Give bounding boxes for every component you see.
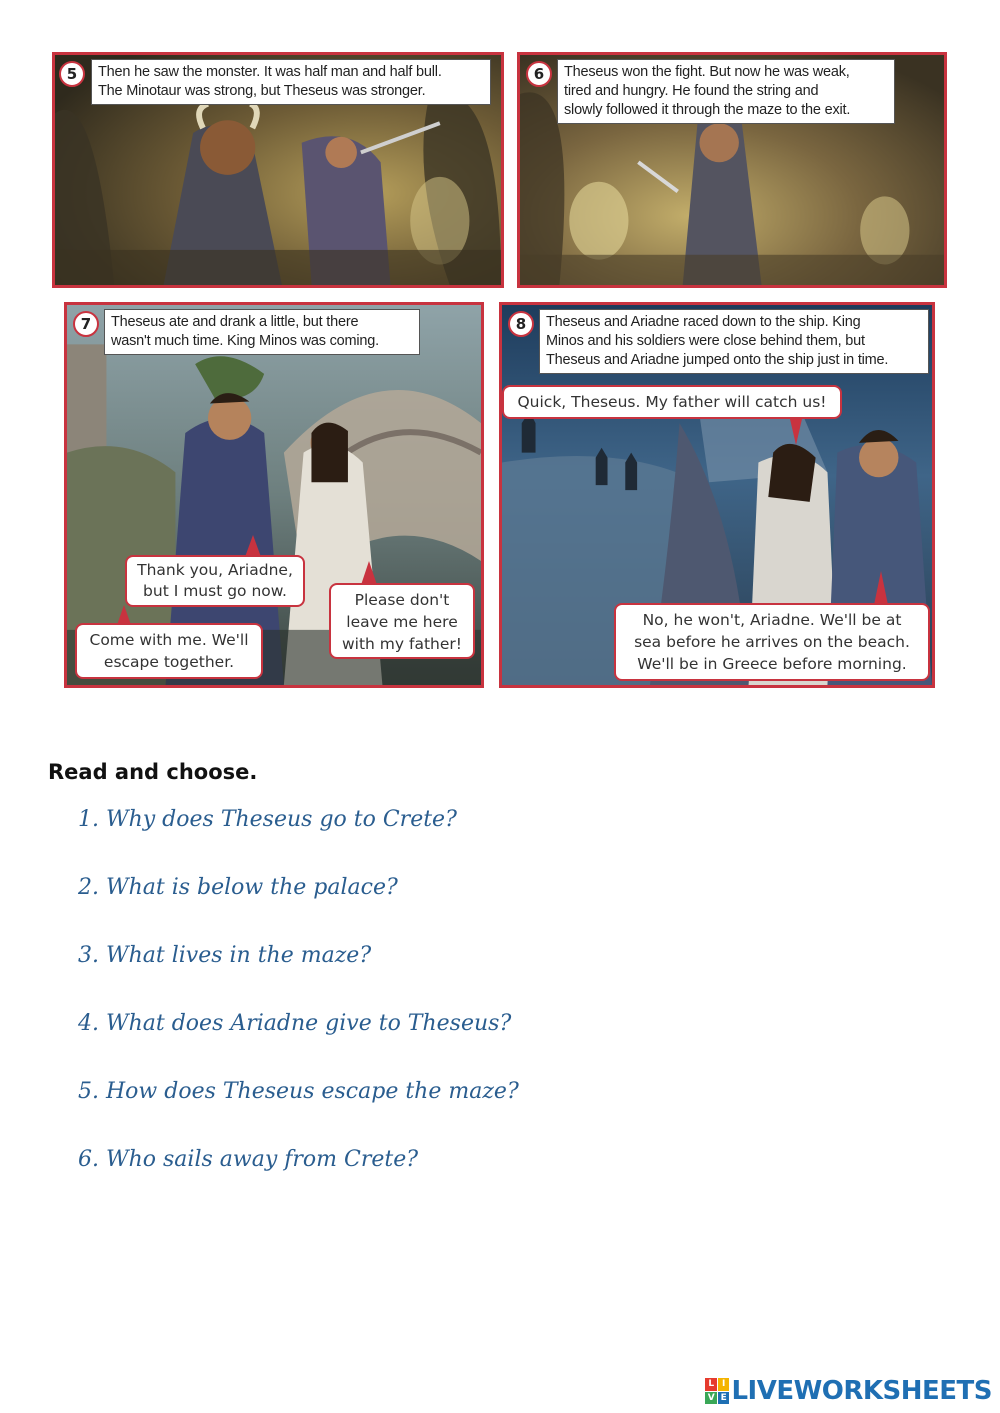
bubble-line: Thank you, Ariadne,	[137, 561, 293, 579]
panel-number-5: 5	[59, 61, 85, 87]
comic-panel-7	[64, 302, 484, 688]
bubble-line: sea before he arrives on the beach.	[634, 633, 910, 651]
bubble-tail	[874, 571, 888, 605]
caption-line: Theseus ate and drank a little, but there	[111, 314, 359, 330]
panel-6-caption	[557, 59, 895, 124]
bubble-line: Please don't	[354, 591, 450, 609]
bubble-line: Come with me. We'll	[89, 631, 249, 649]
panel-5-caption	[91, 59, 491, 105]
caption-line: The Minotaur was strong, but Theseus was stronger.	[98, 83, 426, 99]
bubble-line: but I must go now.	[143, 582, 287, 600]
comic-panel-5	[52, 52, 504, 288]
comic-panel-6	[517, 52, 947, 288]
caption-line: tired and hungry. He found the string and	[564, 83, 819, 99]
question-2: 2. What is below the palace?	[78, 875, 398, 900]
bubble-line: leave me here	[346, 613, 458, 631]
logo-wordmark: LIVEWORKSHEETS	[731, 1376, 992, 1406]
question-5: 5. How does Theseus escape the maze?	[78, 1079, 519, 1104]
logo-letter: I	[718, 1378, 730, 1391]
bubble-tail	[361, 561, 377, 585]
panel-7-caption	[104, 309, 420, 355]
speech-bubble-no-he-wont	[614, 603, 930, 681]
caption-line: Then he saw the monster. It was half man and half bull.	[98, 64, 442, 80]
caption-line: Theseus won the fight. But now he was weak,	[564, 64, 850, 80]
speech-bubble-please-dont-leave	[329, 583, 475, 659]
bubble-line: escape together.	[103, 653, 235, 671]
bubble-line: Quick, Theseus. My father will catch us!	[517, 393, 827, 411]
logo-letter: L	[705, 1378, 717, 1391]
panel-number-8: 8	[508, 311, 534, 337]
caption-line: Minos and his soldiers were close behind them, but	[546, 333, 865, 349]
caption-line: slowly followed it through the maze to the exit.	[564, 102, 851, 118]
bubble-tail	[245, 535, 261, 557]
question-4: 4. What does Ariadne give to Theseus?	[78, 1011, 512, 1036]
question-3: 3. What lives in the maze?	[78, 943, 372, 968]
caption-line: Theseus and Ariadne jumped onto the ship just in time.	[546, 352, 889, 368]
panel-number-7: 7	[73, 311, 99, 337]
liveworksheets-logo	[705, 1376, 992, 1406]
speech-bubble-quick-theseus	[502, 385, 842, 419]
panel-8-caption	[539, 309, 929, 374]
logo-mark-icon	[705, 1378, 729, 1404]
bubble-tail	[790, 419, 802, 445]
exercise-heading: Read and choose.	[48, 760, 258, 784]
caption-line: Theseus and Ariadne raced down to the ship. King	[546, 314, 861, 330]
speech-bubble-thank-you	[125, 555, 305, 607]
question-6: 6. Who sails away from Crete?	[78, 1147, 419, 1172]
caption-line: wasn't much time. King Minos was coming.	[111, 333, 379, 349]
panel-number-6: 6	[526, 61, 552, 87]
comic-panel-8	[499, 302, 935, 688]
bubble-line: with my father!	[342, 635, 462, 653]
bubble-line: We'll be in Greece before morning.	[637, 655, 907, 673]
bubble-line: No, he won't, Ariadne. We'll be at	[642, 611, 902, 629]
question-1: 1. Why does Theseus go to Crete?	[78, 807, 457, 832]
speech-bubble-come-with-me	[75, 623, 263, 679]
bubble-tail	[117, 605, 131, 625]
logo-letter: V	[705, 1392, 717, 1405]
logo-letter: E	[718, 1392, 730, 1405]
